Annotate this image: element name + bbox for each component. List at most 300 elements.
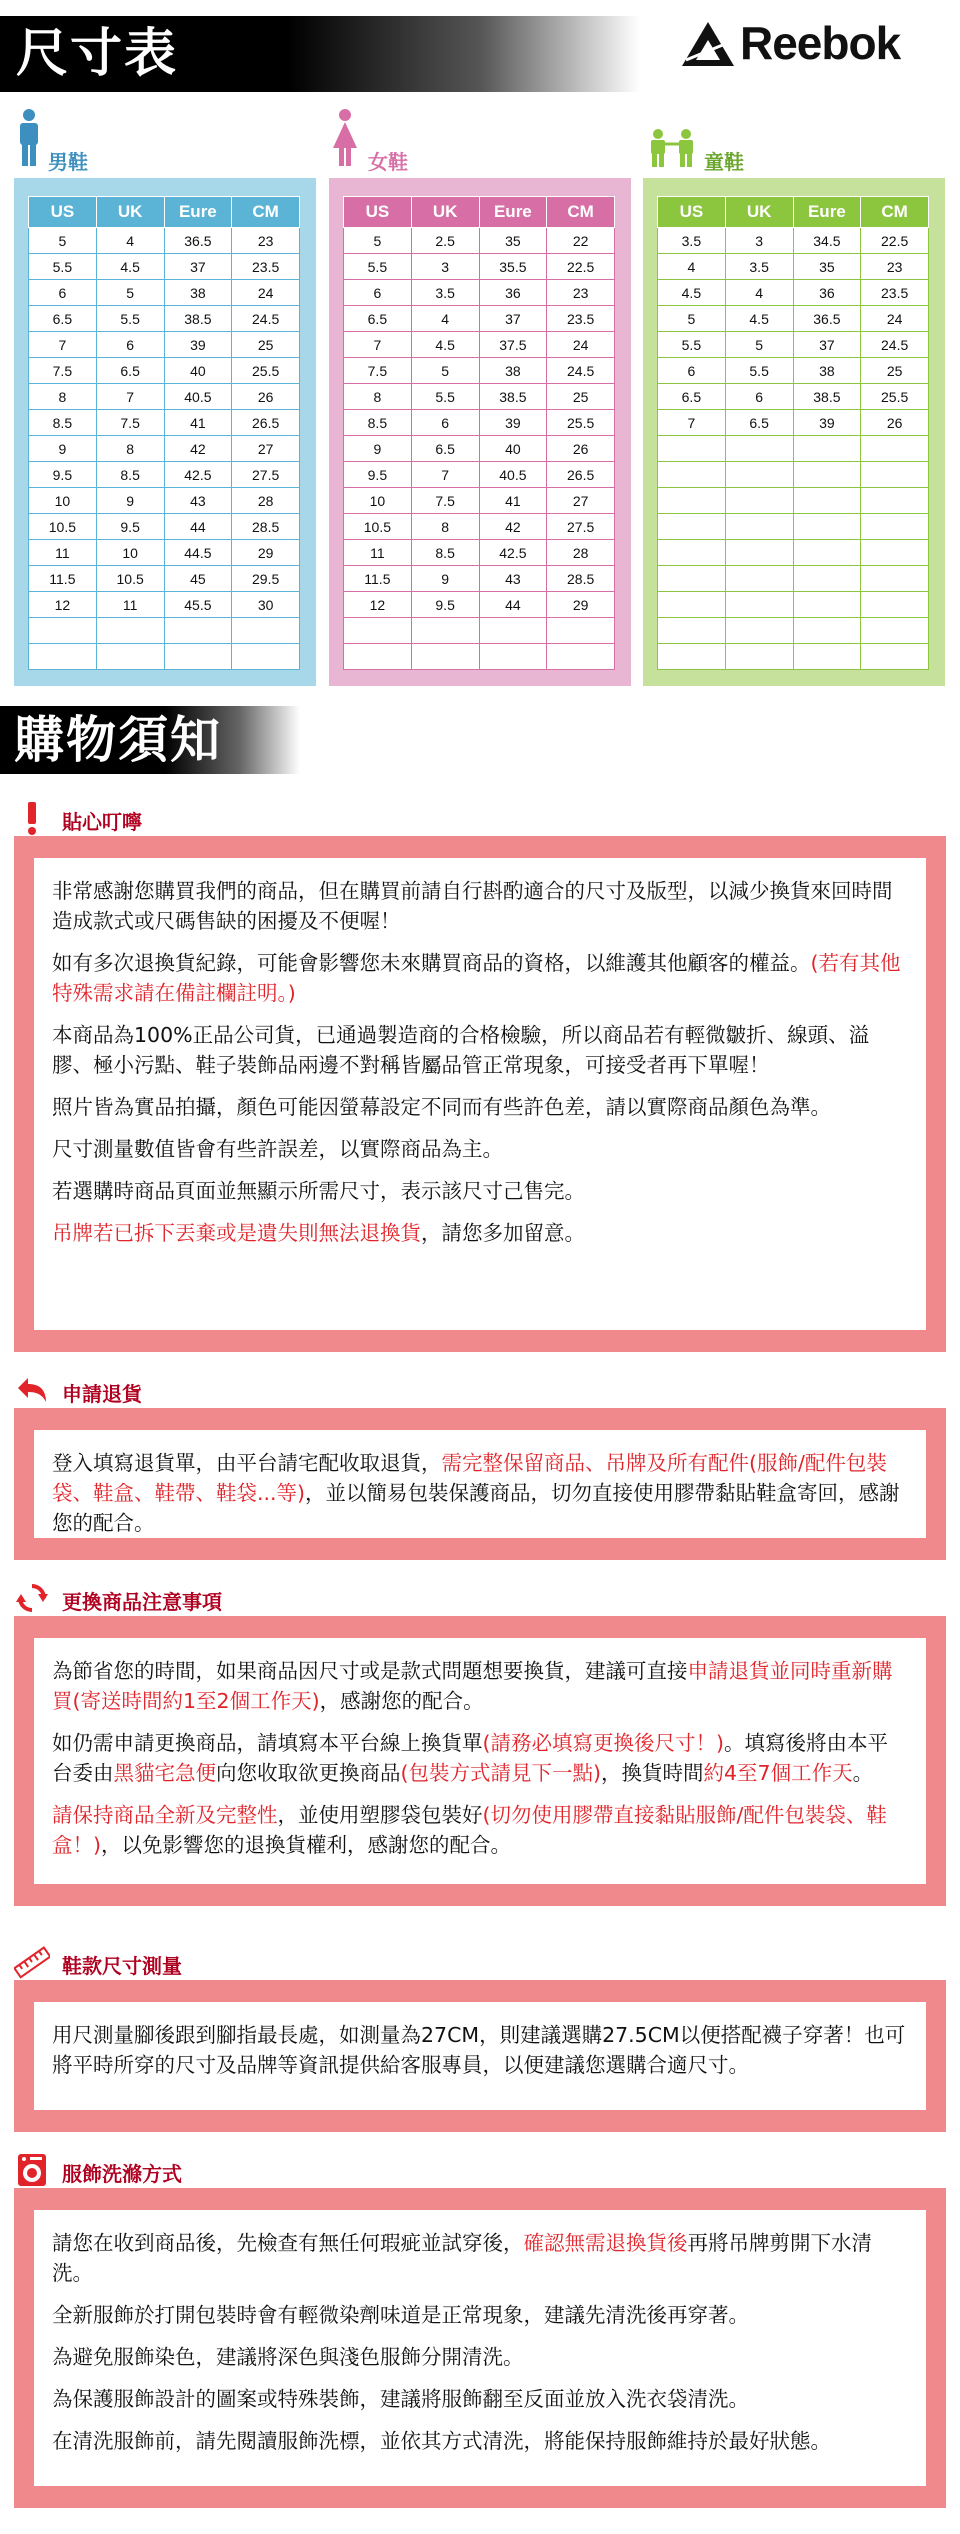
women-size-cell: 40 [479,436,547,462]
women-size-cell: 10.5 [344,514,412,540]
men-size-cell: 6.5 [29,306,97,332]
women-size-cell: 9 [411,566,479,592]
women-size-cell: 27.5 [547,514,615,540]
women-size-row [344,280,615,306]
women-size-cell: 5 [411,358,479,384]
wash-heading-text: 服飾洗滌方式 [62,2162,182,2186]
brand-name: Reebok [740,17,901,69]
men-figure-icon [14,108,44,168]
care-p1: 非常感謝您購買我們的商品，但在購買前請自行斟酌適合的尺寸及版型，以減少換貨來回時間造成款式或尺碼售缺的困擾及不便喔！ [52,879,893,933]
kids-size-cell [861,462,929,488]
washing-machine-icon [14,2152,50,2188]
kids-size-cell [861,566,929,592]
men-size-row [29,618,300,644]
return-box [14,1408,946,1560]
kids-size-cell [658,488,726,514]
kids-size-cell [793,488,861,514]
women-label: 女鞋 [368,150,408,174]
men-size-cell: 9.5 [29,462,97,488]
women-size-cell: 37.5 [479,332,547,358]
women-size-cell: 9.5 [411,592,479,618]
kids-col-header: US [658,197,726,228]
men-size-panel [14,178,316,686]
kids-size-cell: 3.5 [658,228,726,254]
kids-size-cell [658,618,726,644]
women-size-row [344,332,615,358]
men-col-header: Eure [164,197,232,228]
care-heading-text: 貼心叮嚀 [62,810,142,834]
men-size-cell: 10.5 [96,566,164,592]
women-size-cell: 6.5 [344,306,412,332]
ruler-icon [14,1944,50,1980]
women-size-cell: 4 [411,306,479,332]
men-size-row [29,644,300,670]
women-size-row [344,592,615,618]
women-col-header: UK [411,197,479,228]
exclamation-icon [14,800,50,836]
kids-size-cell: 35 [793,254,861,280]
men-size-cell: 9.5 [96,514,164,540]
men-size-cell [29,618,97,644]
care-box [14,836,946,1352]
women-size-cell: 23.5 [547,306,615,332]
men-size-cell: 36.5 [164,228,232,254]
kids-size-cell: 4.5 [725,306,793,332]
women-size-row [344,540,615,566]
kids-size-row [658,566,929,592]
men-size-cell: 30 [232,592,300,618]
men-size-row [29,514,300,540]
men-size-row [29,540,300,566]
women-size-cell: 8.5 [411,540,479,566]
kids-size-row [658,488,929,514]
kids-size-cell [725,592,793,618]
women-size-cell: 3 [411,254,479,280]
kids-col-header: CM [861,197,929,228]
exchange-a: 為節省您的時間，如果商品因尺寸或是款式問題想要換貨，建議可直接申請退貨並同時重新購買(寄送時間約1至2個工作天)，感謝您的配合。 [52,1659,893,1713]
kids-size-cell: 24.5 [861,332,929,358]
kids-size-cell [861,644,929,670]
women-size-cell: 42 [479,514,547,540]
notice-title-bar [0,706,300,774]
women-size-cell [344,644,412,670]
women-size-cell: 12 [344,592,412,618]
kids-size-row [658,254,929,280]
men-size-cell: 7 [29,332,97,358]
kids-size-row [658,618,929,644]
women-size-cell: 6 [344,280,412,306]
women-size-row [344,566,615,592]
men-size-cell: 41 [164,410,232,436]
women-size-cell: 5 [344,228,412,254]
men-size-row [29,306,300,332]
women-size-row [344,358,615,384]
measure-heading-text: 鞋款尺寸測量 [62,1954,182,1978]
women-size-cell: 5.5 [411,384,479,410]
men-size-cell: 4.5 [96,254,164,280]
women-size-cell: 8 [411,514,479,540]
exchange-heading-text: 更換商品注意事項 [62,1590,222,1614]
women-size-cell: 24.5 [547,358,615,384]
kids-size-cell [861,436,929,462]
women-size-cell: 3.5 [411,280,479,306]
kids-size-cell: 6.5 [725,410,793,436]
kids-size-cell: 34.5 [793,228,861,254]
kids-size-cell [658,592,726,618]
kids-size-cell: 37 [793,332,861,358]
women-size-row [344,228,615,254]
kids-size-cell [725,514,793,540]
women-size-cell: 39 [479,410,547,436]
kids-size-cell [793,644,861,670]
women-size-cell: 27 [547,488,615,514]
men-size-cell [96,618,164,644]
men-size-row [29,410,300,436]
kids-col-header: UK [725,197,793,228]
women-size-cell: 44 [479,592,547,618]
kids-size-cell: 7 [658,410,726,436]
men-size-cell: 40 [164,358,232,384]
kids-size-cell [861,592,929,618]
return-heading-text: 申請退貨 [62,1382,142,1406]
men-size-row [29,332,300,358]
men-size-cell [232,644,300,670]
men-size-cell [29,644,97,670]
men-size-cell: 5.5 [29,254,97,280]
kids-size-cell [793,592,861,618]
men-size-cell: 11 [96,592,164,618]
women-size-cell: 22 [547,228,615,254]
kids-size-cell: 4 [725,280,793,306]
women-size-row [344,644,615,670]
men-size-cell: 10.5 [29,514,97,540]
men-size-cell: 37 [164,254,232,280]
wash-p5: 在清洗服飾前，請先閱讀服飾洗標，並依其方式清洗，將能保持服飾維持於最好狀態。 [52,2429,831,2453]
women-size-row [344,436,615,462]
men-size-cell [164,618,232,644]
men-size-cell: 45.5 [164,592,232,618]
men-size-cell: 9 [29,436,97,462]
men-size-cell: 23 [232,228,300,254]
men-size-cell: 29.5 [232,566,300,592]
men-size-cell [96,644,164,670]
women-size-cell: 29 [547,592,615,618]
men-size-table [28,196,300,670]
kids-size-cell: 22.5 [861,228,929,254]
men-size-row [29,228,300,254]
women-col-header: Eure [479,197,547,228]
kids-size-cell: 4 [658,254,726,280]
kids-size-cell: 36.5 [793,306,861,332]
men-size-cell: 4 [96,228,164,254]
kids-size-row [658,436,929,462]
kids-size-cell [861,540,929,566]
women-size-cell: 11 [344,540,412,566]
measure-box [14,1980,946,2132]
kids-size-cell: 36 [793,280,861,306]
men-size-cell: 28.5 [232,514,300,540]
kids-size-table [657,196,929,670]
men-size-cell: 23.5 [232,254,300,280]
women-size-row [344,306,615,332]
men-size-cell: 42.5 [164,462,232,488]
kids-size-cell: 5.5 [725,358,793,384]
women-size-cell: 37 [479,306,547,332]
care-p4: 照片皆為實品拍攝，顏色可能因螢幕設定不同而有些許色差，請以實際商品顏色為準。 [52,1095,831,1119]
care-p6: 若選購時商品頁面並無顯示所需尺寸，表示該尺寸己售完。 [52,1179,585,1203]
women-size-cell: 8 [344,384,412,410]
kids-label: 童鞋 [704,150,744,174]
kids-size-cell: 5 [725,332,793,358]
women-size-cell: 35.5 [479,254,547,280]
women-size-row [344,488,615,514]
women-size-cell: 43 [479,566,547,592]
kids-size-cell: 23.5 [861,280,929,306]
men-size-cell: 11 [29,540,97,566]
women-size-cell: 4.5 [411,332,479,358]
women-size-cell [547,644,615,670]
men-size-cell: 7.5 [96,410,164,436]
kids-size-cell: 39 [793,410,861,436]
women-size-cell: 7 [344,332,412,358]
men-size-cell: 25 [232,332,300,358]
women-size-cell [411,644,479,670]
men-size-cell: 5 [96,280,164,306]
kids-size-cell [793,436,861,462]
men-size-cell: 26.5 [232,410,300,436]
men-size-cell: 6.5 [96,358,164,384]
men-size-cell: 29 [232,540,300,566]
kids-size-cell: 5.5 [658,332,726,358]
care-p3: 本商品為100%正品公司貨，已通過製造商的合格檢驗，所以商品若有輕微皺折、線頭、溢膠、極小污點、鞋子裝飾品兩邊不對稱皆屬品管正常現象，可接受者再下單喔！ [52,1023,870,1077]
women-size-cell: 24 [547,332,615,358]
men-size-cell [232,618,300,644]
kids-size-cell [658,514,726,540]
wash-p4: 為保護服飾設計的圖案或特殊裝飾，建議將服飾翻至反面並放入洗衣袋清洗。 [52,2387,749,2411]
kids-size-panel [643,178,945,686]
exchange-box [14,1616,946,1906]
men-size-cell: 10 [29,488,97,514]
kids-size-cell: 6.5 [658,384,726,410]
care-p2: 如有多次退換貨紀錄，可能會影響您未來購買商品的資格，以維護其他顧客的權益。(若有其他特殊需求請在備註欄註明。) [52,951,901,1005]
women-size-cell [547,618,615,644]
women-size-cell [479,644,547,670]
women-size-cell: 26.5 [547,462,615,488]
men-size-cell: 8.5 [96,462,164,488]
men-size-cell: 27.5 [232,462,300,488]
women-size-cell: 41 [479,488,547,514]
men-size-cell: 10 [96,540,164,566]
kids-size-cell [725,644,793,670]
men-size-cell: 5.5 [96,306,164,332]
men-col-header: UK [96,197,164,228]
women-size-cell: 38.5 [479,384,547,410]
kids-size-cell [658,566,726,592]
kids-size-cell [725,566,793,592]
men-size-cell: 8 [96,436,164,462]
kids-size-cell: 4.5 [658,280,726,306]
size-chart-title-bar [0,16,640,92]
wash-box [14,2188,946,2508]
kids-size-cell: 3.5 [725,254,793,280]
kids-size-cell [658,644,726,670]
kids-size-cell [658,540,726,566]
men-size-cell: 27 [232,436,300,462]
men-size-cell: 44.5 [164,540,232,566]
women-size-row [344,618,615,644]
men-size-row [29,436,300,462]
men-size-row [29,462,300,488]
kids-size-row [658,462,929,488]
men-size-cell: 8.5 [29,410,97,436]
kids-size-cell [725,462,793,488]
women-size-cell: 9 [344,436,412,462]
women-size-cell: 22.5 [547,254,615,280]
men-size-row [29,488,300,514]
kids-size-row [658,358,929,384]
men-size-row [29,254,300,280]
women-size-cell: 42.5 [479,540,547,566]
return-text: 登入填寫退貨單，由平台請宅配收取退貨，需完整保留商品、吊牌及所有配件(服飾/配件包裝袋、鞋盒、鞋帶、鞋袋...等)，並以簡易包裝保護商品，切勿直接使用膠帶黏貼鞋盒寄回，感謝您的配合。 [52,1451,900,1535]
women-size-cell: 7.5 [411,488,479,514]
women-size-panel [329,178,631,686]
kids-size-cell [793,618,861,644]
women-size-cell: 7 [411,462,479,488]
kids-size-row [658,410,929,436]
women-size-cell: 38 [479,358,547,384]
kids-size-row [658,332,929,358]
wash-p2: 全新服飾於打開包裝時會有輕微染劑味道是正常現象，建議先清洗後再穿著。 [52,2303,749,2327]
care-p7: 吊牌若已拆下丟棄或是遺失則無法退換貨，請您多加留意。 [52,1221,585,1245]
return-arrow-icon [14,1372,50,1408]
women-size-cell: 36 [479,280,547,306]
women-col-header: US [344,197,412,228]
women-size-row [344,514,615,540]
women-size-cell: 8.5 [344,410,412,436]
kids-size-cell [793,462,861,488]
men-size-cell: 6 [96,332,164,358]
women-size-cell: 25.5 [547,410,615,436]
women-size-cell: 11.5 [344,566,412,592]
reebok-delta-icon [680,20,736,70]
women-size-cell: 6.5 [411,436,479,462]
kids-size-cell: 24 [861,306,929,332]
kids-size-cell: 3 [725,228,793,254]
men-size-cell: 9 [96,488,164,514]
women-size-row [344,410,615,436]
men-size-cell: 39 [164,332,232,358]
kids-size-cell [725,618,793,644]
men-size-cell: 40.5 [164,384,232,410]
men-size-cell: 44 [164,514,232,540]
kids-size-cell: 25 [861,358,929,384]
wash-p1: 請您在收到商品後，先檢查有無任何瑕疵並試穿後，確認無需退換貨後再將吊牌剪開下水清洗。 [52,2231,872,2285]
men-size-cell: 6 [29,280,97,306]
men-size-cell: 26 [232,384,300,410]
kids-size-cell [725,488,793,514]
women-size-cell: 28 [547,540,615,566]
men-size-row [29,280,300,306]
men-size-cell: 45 [164,566,232,592]
kids-size-row [658,228,929,254]
women-size-row [344,462,615,488]
kids-size-row [658,644,929,670]
kids-size-cell: 6 [725,384,793,410]
women-size-cell: 7.5 [344,358,412,384]
men-size-cell: 12 [29,592,97,618]
men-size-cell: 38.5 [164,306,232,332]
men-size-cell: 25.5 [232,358,300,384]
men-size-row [29,592,300,618]
women-figure-icon [330,108,360,168]
kids-size-cell [658,436,726,462]
exchange-b: 如仍需申請更換商品，請填寫本平台線上換貨單(請務必填寫更換後尺寸！)。填寫後將由本平台委由黑貓宅急便向您收取欲更換商品(包裝方式請見下一點)，換貨時間約4至7個工作天。 [52,1731,888,1785]
men-size-cell: 7 [96,384,164,410]
kids-size-row [658,280,929,306]
men-size-cell: 43 [164,488,232,514]
kids-size-cell [658,462,726,488]
women-size-cell [479,618,547,644]
women-size-cell: 40.5 [479,462,547,488]
women-size-cell: 10 [344,488,412,514]
kids-figure-icon [644,128,700,168]
kids-size-cell [793,514,861,540]
kids-size-cell: 25.5 [861,384,929,410]
kids-size-row [658,592,929,618]
women-size-row [344,254,615,280]
exchange-cycle-icon [14,1580,50,1616]
kids-size-cell [861,488,929,514]
women-size-cell: 9.5 [344,462,412,488]
wash-p3: 為避免服飾染色，建議將深色與淺色服飾分開清洗。 [52,2345,524,2369]
women-size-cell: 28.5 [547,566,615,592]
women-size-cell [344,618,412,644]
women-size-table [343,196,615,670]
kids-size-cell [725,436,793,462]
men-size-cell: 7.5 [29,358,97,384]
men-size-cell: 38 [164,280,232,306]
men-size-cell: 8 [29,384,97,410]
women-size-cell: 6 [411,410,479,436]
men-size-row [29,384,300,410]
men-size-cell: 5 [29,228,97,254]
men-size-cell: 28 [232,488,300,514]
kids-size-row [658,306,929,332]
men-size-cell: 42 [164,436,232,462]
women-size-cell: 26 [547,436,615,462]
men-size-row [29,358,300,384]
women-size-cell: 5.5 [344,254,412,280]
kids-size-cell: 5 [658,306,726,332]
kids-col-header: Eure [793,197,861,228]
men-size-cell: 24 [232,280,300,306]
kids-size-cell: 38 [793,358,861,384]
kids-size-cell: 23 [861,254,929,280]
women-size-row [344,384,615,410]
men-col-header: CM [232,197,300,228]
women-size-cell: 35 [479,228,547,254]
kids-size-cell [861,618,929,644]
women-size-cell: 25 [547,384,615,410]
kids-size-cell [861,514,929,540]
women-col-header: CM [547,197,615,228]
exchange-c: 請保持商品全新及完整性，並使用塑膠袋包裝好(切勿使用膠帶直接黏貼服飾/配件包裝袋、鞋盒！)，以免影響您的退換貨權利，感謝您的配合。 [52,1803,887,1857]
men-size-cell: 11.5 [29,566,97,592]
brand-logo [680,14,950,74]
women-size-cell: 2.5 [411,228,479,254]
men-label: 男鞋 [48,150,88,174]
men-size-cell [164,644,232,670]
